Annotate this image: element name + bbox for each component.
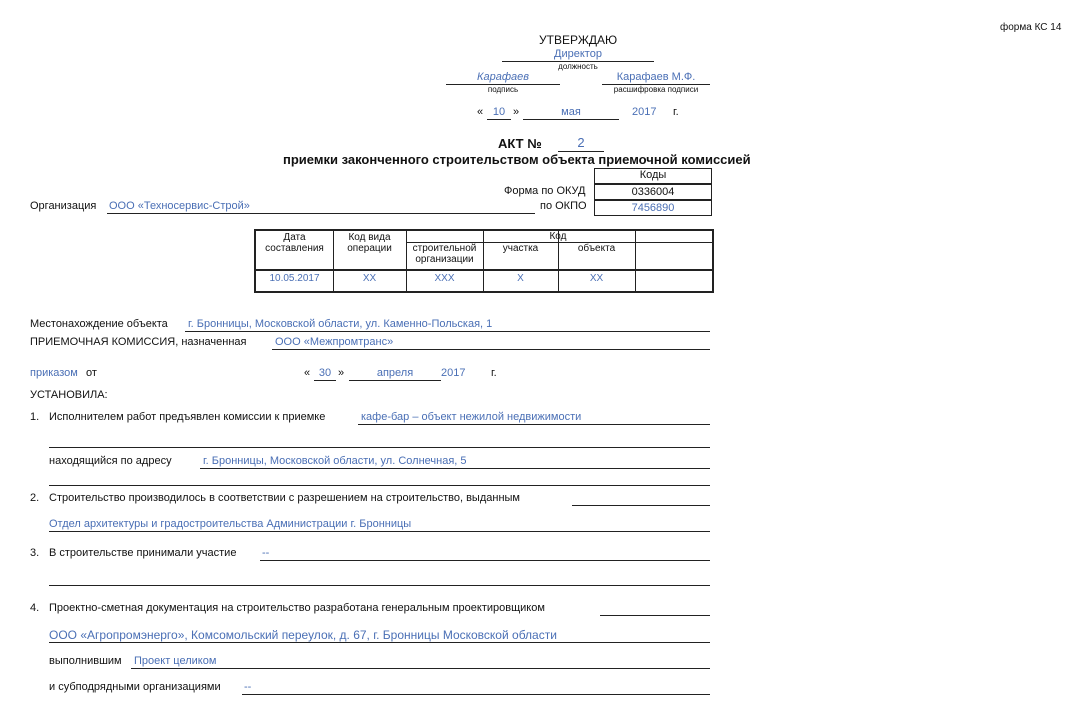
item-1-extra-line bbox=[49, 447, 710, 448]
commission-line bbox=[272, 349, 710, 350]
location-value[interactable]: г. Бронницы, Московской области, ул. Каменно-Польская, 1 bbox=[188, 318, 493, 330]
item-3-value[interactable]: -- bbox=[262, 547, 270, 559]
item-1-extra-line-2 bbox=[49, 485, 710, 486]
order-month[interactable]: апреля bbox=[376, 367, 414, 379]
header-operation-code: Код вида операции bbox=[347, 232, 392, 254]
date-year[interactable]: 2017 bbox=[632, 106, 657, 118]
approve-heading: УТВЕРЖДАЮ bbox=[539, 33, 618, 47]
signature-caption: подпись bbox=[487, 85, 519, 94]
item-4-done-value[interactable]: Проект целиком bbox=[134, 655, 217, 667]
act-title: АКТ № bbox=[498, 136, 542, 151]
item-1-number: 1. bbox=[30, 411, 40, 423]
okpo-value[interactable]: 7456890 bbox=[595, 199, 711, 215]
item-4-value-line bbox=[49, 642, 710, 643]
item-2-line bbox=[572, 505, 710, 506]
header-code: Код bbox=[549, 231, 567, 242]
act-subtitle: приемки законченного строительством объекта приемочной комиссией bbox=[283, 152, 751, 167]
item-2-number: 2. bbox=[30, 492, 40, 504]
item-3-line bbox=[260, 560, 710, 561]
okud-value[interactable]: 0336004 bbox=[595, 183, 711, 199]
item-2-value[interactable]: Отдел архитектуры и градостроительства Администрации г. Бронницы bbox=[49, 518, 412, 530]
item-1-address-line bbox=[200, 468, 710, 469]
order-close-quote: » bbox=[338, 367, 345, 379]
date-day[interactable]: 10 bbox=[492, 106, 506, 118]
header-site: участка bbox=[502, 243, 539, 254]
header-builder-org: строительной организации bbox=[412, 243, 477, 265]
value-site[interactable]: X bbox=[517, 273, 524, 284]
organization-value[interactable]: ООО «Техносервис-Строй» bbox=[109, 200, 250, 212]
item-4-sub-value[interactable]: -- bbox=[244, 681, 252, 693]
position-value[interactable]: Директор bbox=[554, 48, 602, 60]
commission-value[interactable]: ООО «Межпромтранс» bbox=[275, 336, 394, 348]
item-1-value[interactable]: кафе-бар – объект нежилой недвижимости bbox=[361, 411, 582, 423]
item-1-address-label: находящийся по адресу bbox=[49, 455, 172, 467]
item-1-line bbox=[358, 424, 710, 425]
item-3-extra-line bbox=[49, 585, 710, 586]
order-day[interactable]: 30 bbox=[318, 367, 332, 379]
organization-line bbox=[107, 213, 535, 214]
organization-label: Организация bbox=[30, 200, 97, 212]
value-builder-org[interactable]: XXX bbox=[434, 273, 455, 284]
act-number[interactable]: 2 bbox=[577, 135, 585, 150]
order-year[interactable]: 2017 bbox=[441, 367, 466, 379]
item-4-done-label: выполнившим bbox=[49, 655, 122, 667]
header-object: объекта bbox=[577, 243, 616, 254]
decoding-value[interactable]: Карафаев М.Ф. bbox=[616, 71, 696, 83]
decoding-caption: расшифровка подписи bbox=[613, 85, 699, 94]
header-date: Дата составления bbox=[265, 232, 324, 254]
codes-table bbox=[254, 229, 714, 293]
order-open-quote: « bbox=[304, 367, 311, 379]
okud-label: Форма по ОКУД bbox=[504, 185, 586, 197]
item-1-address-value[interactable]: г. Бронницы, Московской области, ул. Солнечная, 5 bbox=[203, 455, 467, 467]
okpo-label: по ОКПО bbox=[540, 200, 587, 212]
codes-header: Коды bbox=[639, 169, 667, 181]
order-suffix: г. bbox=[491, 367, 497, 379]
date-day-line bbox=[487, 119, 511, 120]
signature-value[interactable]: Карафаев bbox=[476, 71, 529, 83]
item-4-number: 4. bbox=[30, 602, 40, 614]
established-heading: УСТАНОВИЛА: bbox=[30, 389, 108, 401]
item-3-text: В строительстве принимали участие bbox=[49, 547, 237, 559]
form-type-label: форма КС 14 bbox=[1000, 22, 1062, 33]
order-month-line bbox=[349, 380, 441, 381]
location-label: Местонахождение объекта bbox=[30, 318, 168, 330]
item-4-value[interactable]: ООО «Агропромэнерго», Комсомольский переулок, д. 67, г. Бронницы Московской области bbox=[49, 628, 557, 642]
order-from: от bbox=[86, 367, 97, 379]
codes-box bbox=[594, 168, 712, 216]
location-line bbox=[185, 331, 710, 332]
item-4-done-line bbox=[131, 668, 710, 669]
date-open-quote: « bbox=[477, 106, 484, 118]
value-object[interactable]: XX bbox=[589, 273, 604, 284]
item-2-value-line bbox=[49, 531, 710, 532]
item-3-number: 3. bbox=[30, 547, 40, 559]
item-4-sub-line bbox=[242, 694, 710, 695]
value-date[interactable]: 10.05.2017 bbox=[269, 273, 320, 284]
item-4-text: Проектно-сметная документация на строительство разработана генеральным проектировщиком bbox=[49, 602, 545, 614]
date-suffix: г. bbox=[673, 106, 679, 118]
item-2-text: Строительство производилось в соответствии с разрешением на строительство, выданным bbox=[49, 492, 520, 504]
item-4-line bbox=[600, 615, 710, 616]
position-caption: должность bbox=[558, 62, 598, 71]
item-1-text: Исполнителем работ предъявлен комиссии к приемке bbox=[49, 411, 326, 423]
order-day-line bbox=[314, 380, 336, 381]
date-month[interactable]: мая bbox=[561, 106, 581, 118]
table-divider bbox=[256, 269, 712, 271]
value-operation-code[interactable]: XX bbox=[362, 273, 377, 284]
commission-label: ПРИЕМОЧНАЯ КОМИССИЯ, назначенная bbox=[30, 336, 247, 348]
order-label: приказом bbox=[30, 367, 78, 379]
date-close-quote: » bbox=[513, 106, 520, 118]
item-4-sub-label: и субподрядными организациями bbox=[49, 681, 221, 693]
date-month-line bbox=[523, 119, 619, 120]
